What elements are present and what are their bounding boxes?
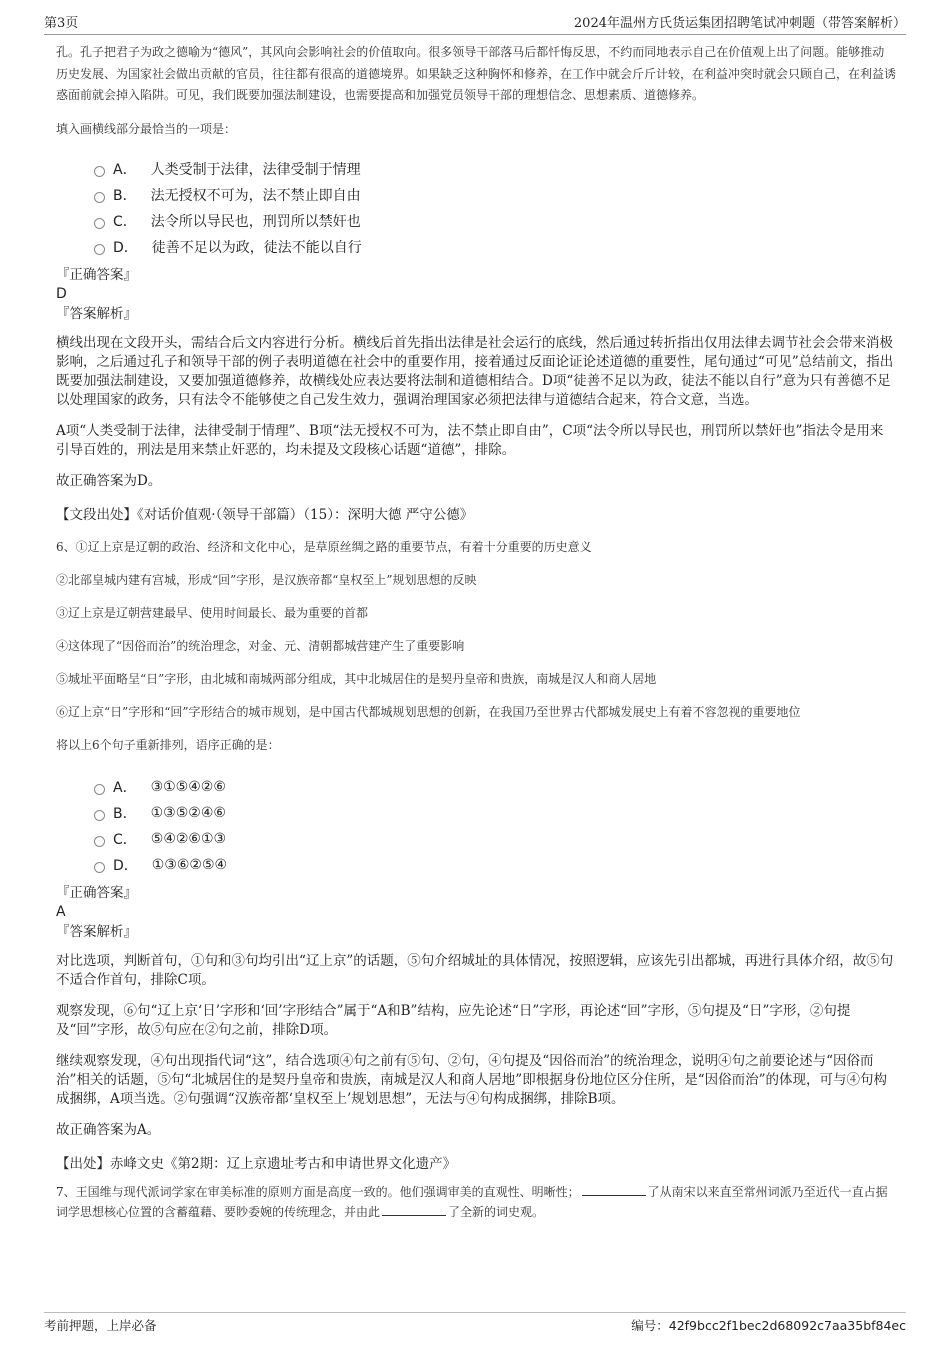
- q6-answer-label: 『正确答案』: [56, 885, 137, 901]
- q6-source: 【出处】赤峰文史《第2期：辽上京遗址考古和申请世界文化遗产》: [56, 1156, 457, 1172]
- q5-source: 【文段出处】《对话价值观·（领导干部篇）（15）：深明大德 严守公德》: [56, 507, 474, 523]
- q5-option-d[interactable]: D． 徒善不足以为政，徒法不能以自行: [94, 234, 896, 260]
- q6-option-c[interactable]: C． ⑤④②⑥①③: [94, 826, 896, 852]
- q6-prompt: 将以上6个句子重新排列，语序正确的是：: [56, 738, 280, 752]
- q5-option-c[interactable]: C． 法令所以导民也，刑罚所以禁奸也: [94, 208, 896, 234]
- q6-options: [94, 774, 896, 878]
- page-content: [56, 42, 896, 1222]
- q6-sentence: ④这体现了“因俗而治”的统治理念，对金、元、清朝都城营建产生了重要影响: [56, 639, 465, 653]
- radio-icon[interactable]: [94, 244, 105, 255]
- radio-icon[interactable]: [94, 166, 105, 177]
- radio-icon[interactable]: [94, 192, 105, 203]
- q5-option-a[interactable]: A． 人类受制于法律，法律受制于情理: [94, 156, 896, 182]
- page-number: 第3页: [44, 16, 79, 31]
- radio-icon[interactable]: [94, 784, 105, 795]
- radio-icon[interactable]: [94, 218, 105, 229]
- q6-analysis-label: 『答案解析』: [56, 924, 137, 940]
- q6-option-a[interactable]: A． ③①⑤④②⑥: [94, 774, 896, 800]
- q5-answer-label: 『正确答案』: [56, 267, 137, 283]
- page-header: [44, 12, 906, 35]
- q6-answer: A: [56, 904, 66, 920]
- q6-analysis-4: 故正确答案为A。: [56, 1122, 161, 1138]
- q6-sentences: [56, 531, 896, 762]
- footer-slogan: 考前押题，上岸必备: [44, 1318, 157, 1333]
- q6-sentence: 6、①辽上京是辽朝的政治、经济和文化中心，是草原丝绸之路的重要节点，有着十分重要的历史意义: [56, 540, 592, 554]
- blank-1: [582, 1183, 646, 1196]
- q6-sentence: ②北部皇城内建有宫城，形成“回”字形，是汉族帝都“皇权至上”规划思想的反映: [56, 573, 477, 587]
- q6-option-d[interactable]: D． ①③⑥②⑤④: [94, 852, 896, 878]
- q7-stem: 7、王国维与现代派词学家在审美标准的原则方面是高度一致的。他们强调审美的直观性、明晰性； 了从南宋以来直至常州词派乃至近代一直占据词学思想核心位置的含蓄蕴藉、要眇委婉的传统理念，并由此 了全新的词史观。: [56, 1185, 888, 1219]
- q6-sentence: ⑤城址平面略呈“日”字形，由北城和南城两部分组成，其中北城居住的是契丹皇帝和贵族，南城是汉人和商人居地: [56, 672, 657, 686]
- q5-analysis-1: 横线出现在文段开头，需结合后文内容进行分析。横线后首先指出法律是社会运行的底线，然后通过转折指出仅用法律去调节社会会带来消极影响，之后通过孔子和领导干部的例子表明道德在社会中的重要作用，接着通过反面论证论述道德的重要性，尾句通过“可见”总结前文，指出既要加强法制建设，又要加强道德修养，故横线处应表达要将法制和道德相结合。D项“徒善不足以为政，徒法不能以自行”意为只有善德不足以处理国家的政务，只有法令不能够使之自己发生效力，强调治理国家必须把法律与道德结合起来，符合文意，当选。: [56, 335, 894, 408]
- q5-answer: D: [56, 286, 67, 302]
- blank-2: [382, 1203, 446, 1216]
- q5-analysis-label: 『答案解析』: [56, 306, 137, 322]
- q6-analysis-2: 观察发现，⑥句“辽上京‘日’字形和‘回’字形结合”属于“A和B”结构，应先论述“日”字形，再论述“回”字形，⑤句提及“日”字形，②句提及“回”字形，故⑤句应在②句之前，排除D项。: [56, 1003, 851, 1038]
- radio-icon[interactable]: [94, 810, 105, 821]
- radio-icon[interactable]: [94, 836, 105, 847]
- radio-icon[interactable]: [94, 862, 105, 873]
- footer-code: 编号：42f9bcc2f1bec2d68092c7aa35bf84ec: [631, 1318, 906, 1333]
- q5-passage-tail: 孔。孔子把君子为政之德喻为“德风”，其风向会影响社会的价值取向。很多领导干部落马后都忏悔反思，不约而同地表示自己在价值观上出了问题。能够推动历史发展、为国家社会做出贡献的官员，往往都有很高的道德境界。如果缺乏这种胸怀和修养，在工作中就会斤斤计较，在利益冲突时就会只顾自己，在利益诱惑面前就会掉入陷阱。可见，我们既要加强法制建设，也需要提高和加强党员领导干部的理想信念、思想素质、道德修养。: [56, 45, 897, 102]
- q5-options: [94, 156, 896, 260]
- q6-analysis-3: 继续观察发现，④句出现指代词“这”，结合选项④句之前有⑤句、②句，④句提及“因俗而治”的统治理念，说明④句之前要论述与“因俗而治”相关的话题，⑤句“北城居住的是契丹皇帝和贵族，南城是汉人和商人居地”即根据身份地位区分住所，是“因俗而治”的体现，可与④句构成捆绑，A项当选。②句强调“汉族帝都‘皇权至上’规划思想”，无法与④句构成捆绑，排除B项。: [56, 1053, 888, 1107]
- q6-option-b[interactable]: B． ①③⑤②④⑥: [94, 800, 896, 826]
- q5-analysis-3: 故正确答案为D。: [56, 473, 162, 489]
- document-title: 2024年温州方氏货运集团招聘笔试冲刺题（带答案解析）: [573, 16, 906, 31]
- q5-analysis-2: A项“人类受制于法律，法律受制于情理”、B项“法无授权不可为，法不禁止即自由”，C项“法令所以导民也，刑罚所以禁奸也”指法令是用来引导百姓的，刑法是用来禁止奸恶的，均未提及文段核心话题“道德”，排除。: [56, 423, 884, 458]
- q5-option-b[interactable]: B． 法无授权不可为，法不禁止即自由: [94, 182, 896, 208]
- q5-prompt: 填入画横线部分最恰当的一项是：: [56, 121, 237, 136]
- q6-sentence: ⑥辽上京“日”字形和“回”字形结合的城市规划，是中国古代都城规划思想的创新，在我国乃至世界古代都城发展史上有着不容忽视的重要地位: [56, 705, 801, 719]
- page-footer: [44, 1312, 906, 1334]
- q6-analysis-1: 对比选项，判断首句，①句和③句均引出“辽上京”的话题，⑤句介绍城址的具体情况，按照逻辑，应该先引出都城，再进行具体介绍，故⑤句不适合作首句，排除C项。: [56, 953, 894, 988]
- q6-sentence: ③辽上京是辽朝营建最早、使用时间最长、最为重要的首都: [56, 606, 369, 620]
